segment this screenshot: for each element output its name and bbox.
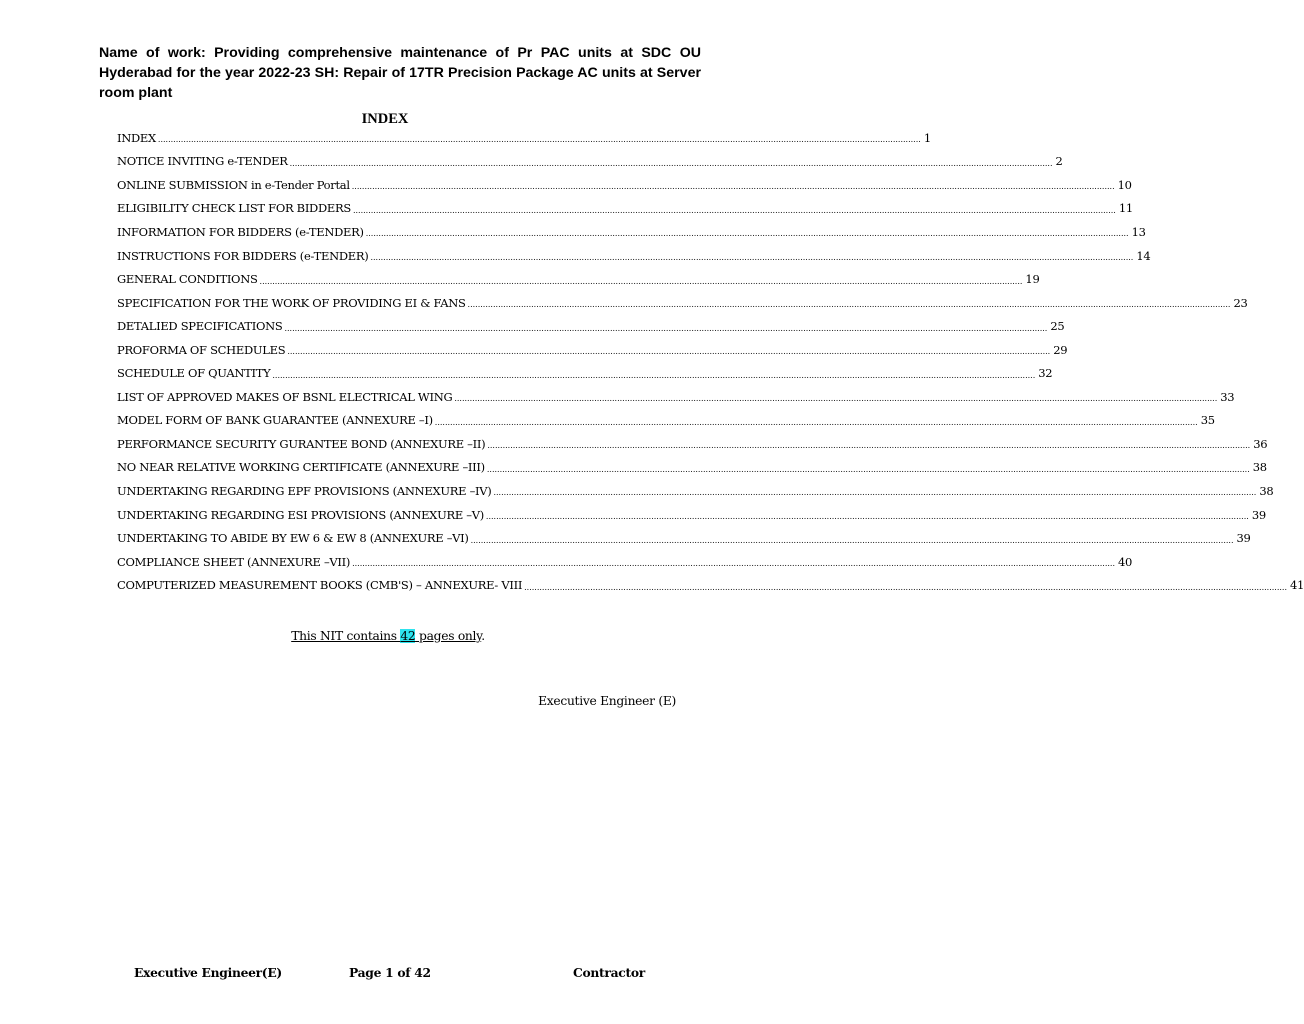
toc-entry-page: 25	[1050, 319, 1065, 334]
toc-entry-page: 10	[1117, 177, 1132, 192]
toc-entry-label: INSTRUCTIONS FOR BIDDERS (e-TENDER)	[117, 248, 369, 263]
toc-entry-label: NO NEAR RELATIVE WORKING CERTIFICATE (ANNEXURE –III)	[117, 460, 485, 475]
toc-dot-leader: ............................................................................................................................................................................................................................................................................................................	[352, 559, 1115, 569]
toc-dot-leader: ............................................................................................................................................................................................................................................................................................................	[351, 182, 1115, 192]
toc-entry[interactable]	[117, 150, 1063, 174]
toc-dot-leader: ............................................................................................................................................................................................................................................................................................................	[524, 582, 1287, 592]
toc-dot-leader: ............................................................................................................................................................................................................................................................................................................	[289, 158, 1053, 168]
toc-entry-page: 29	[1053, 342, 1068, 357]
toc-dot-leader: ............................................................................................................................................................................................................................................................................................................	[272, 370, 1036, 380]
toc-entry-label: NOTICE INVITING e-TENDER	[117, 154, 288, 169]
toc-entry[interactable]	[117, 385, 1235, 409]
toc-entry[interactable]	[117, 173, 1132, 197]
toc-entry[interactable]	[117, 197, 1133, 221]
footer-executive-engineer: Executive Engineer(E)	[134, 965, 282, 980]
toc-entry-label: MODEL FORM OF BANK GUARANTEE (ANNEXURE –I)	[117, 413, 433, 428]
work-title: Name of work: Providing comprehensive maintenance of Pr PAC units at SDC OU Hyderabad for the year 2022-23 SH: Repair of 17TR Precision Package AC units at Server room plant	[99, 45, 701, 101]
table-of-contents	[117, 126, 1304, 597]
toc-dot-leader: ............................................................................................................................................................................................................................................................................................................	[486, 464, 1250, 474]
toc-entry[interactable]	[117, 338, 1068, 362]
nit-page-count: 42	[400, 629, 416, 643]
toc-entry-page: 23	[1233, 295, 1248, 310]
nit-note-prefix: This NIT contains	[291, 629, 401, 643]
toc-entry-label: PROFORMA OF SCHEDULES	[117, 342, 286, 357]
toc-entry-label: PERFORMANCE SECURITY GURANTEE BOND (ANNEXURE –II)	[117, 436, 486, 451]
toc-dot-leader: ............................................................................................................................................................................................................................................................................................................	[284, 323, 1048, 333]
toc-entry-label: INFORMATION FOR BIDDERS (e-TENDER)	[117, 224, 364, 239]
toc-dot-leader: ............................................................................................................................................................................................................................................................................................................	[493, 488, 1257, 498]
toc-entry[interactable]	[117, 526, 1251, 550]
toc-entry-label: ELIGIBILITY CHECK LIST FOR BIDDERS	[117, 201, 351, 216]
toc-entry-label: SPECIFICATION FOR THE WORK OF PROVIDING EI & FANS	[117, 295, 466, 310]
toc-entry-label: INDEX	[117, 130, 156, 145]
toc-dot-leader: ............................................................................................................................................................................................................................................................................................................	[370, 253, 1134, 262]
toc-entry-label: UNDERTAKING REGARDING EPF PROVISIONS (ANNEXURE –IV)	[117, 483, 492, 498]
toc-entry-label: SCHEDULE OF QUANTITY	[117, 366, 271, 381]
toc-entry[interactable]	[117, 267, 1040, 291]
nit-page-count-note	[0, 629, 776, 643]
toc-entry[interactable]	[117, 361, 1053, 385]
toc-entry-page: 2	[1055, 154, 1063, 169]
toc-entry-page: 19	[1025, 272, 1040, 287]
toc-entry[interactable]	[117, 244, 1151, 268]
toc-entry-page: 11	[1118, 201, 1133, 216]
toc-entry-label: GENERAL CONDITIONS	[117, 272, 258, 287]
toc-entry-label: UNDERTAKING TO ABIDE BY EW 6 & EW 8 (ANNEXURE –VI)	[117, 531, 469, 546]
toc-dot-leader: ............................................................................................................................................................................................................................................................................................................	[467, 300, 1231, 310]
executive-engineer-signature: Executive Engineer (E)	[538, 694, 676, 708]
toc-entry-page: 41	[1290, 578, 1304, 593]
toc-entry-label: UNDERTAKING REGARDING ESI PROVISIONS (ANNEXURE –V)	[117, 507, 484, 522]
toc-entry-page: 13	[1131, 224, 1146, 239]
toc-dot-leader: ............................................................................................................................................................................................................................................................................................................	[454, 394, 1218, 404]
toc-entry[interactable]	[117, 126, 931, 150]
index-heading: INDEX	[361, 111, 409, 127]
toc-entry[interactable]	[117, 503, 1266, 527]
toc-entry-page: 36	[1253, 436, 1268, 451]
toc-entry-label: LIST OF APPROVED MAKES OF BSNL ELECTRICAL WING	[117, 389, 453, 404]
toc-dot-leader: ............................................................................................................................................................................................................................................................................................................	[287, 347, 1051, 357]
nit-note-end: .	[481, 629, 485, 643]
toc-entry-page: 38	[1252, 460, 1267, 475]
toc-entry-page: 32	[1038, 366, 1053, 381]
toc-entry-page: 40	[1117, 554, 1133, 569]
toc-entry-label: COMPLIANCE SHEET (ANNEXURE –VII)	[117, 554, 351, 569]
toc-entry[interactable]	[117, 573, 1304, 597]
toc-entry-label: ONLINE SUBMISSION in e-Tender Portal	[117, 177, 350, 192]
toc-dot-leader: ............................................................................................................................................................................................................................................................................................................	[487, 441, 1251, 451]
toc-entry-page: 35	[1200, 413, 1215, 428]
toc-entry[interactable]	[117, 291, 1248, 315]
toc-entry[interactable]	[117, 432, 1268, 456]
toc-entry-page: 1	[923, 130, 931, 145]
toc-entry-page: 39	[1236, 531, 1251, 546]
toc-entry-label: COMPUTERIZED MEASUREMENT BOOKS (CMB'S) – ANNEXURE- VIII	[117, 578, 523, 593]
toc-dot-leader: ............................................................................................................................................................................................................................................................................................................	[365, 229, 1129, 239]
toc-entry-page: 38	[1259, 483, 1274, 498]
toc-entry[interactable]	[117, 314, 1065, 338]
toc-dot-leader: ............................................................................................................................................................................................................................................................................................................	[352, 205, 1116, 215]
toc-dot-leader: ............................................................................................................................................................................................................................................................................................................	[485, 512, 1249, 522]
toc-entry-page: 14	[1136, 248, 1151, 263]
toc-entry-page: 39	[1251, 507, 1266, 522]
toc-dot-leader: ............................................................................................................................................................................................................................................................................................................	[470, 535, 1234, 545]
toc-entry[interactable]	[117, 456, 1267, 480]
toc-dot-leader: ............................................................................................................................................................................................................................................................................................................	[259, 276, 1023, 286]
toc-entry[interactable]	[117, 479, 1274, 503]
toc-entry[interactable]	[117, 409, 1215, 433]
footer-contractor: Contractor	[573, 965, 645, 980]
toc-entry[interactable]	[117, 550, 1133, 574]
toc-entry-page: 33	[1220, 389, 1235, 404]
toc-entry[interactable]	[117, 220, 1146, 244]
toc-dot-leader: ............................................................................................................................................................................................................................................................................................................	[434, 417, 1198, 427]
footer-page-number: Page 1 of 42	[349, 965, 431, 980]
toc-entry-label: DETALIED SPECIFICATIONS	[117, 319, 283, 334]
toc-dot-leader: ............................................................................................................................................................................................................................................................................................................	[157, 135, 921, 145]
nit-note-suffix: pages only	[415, 629, 482, 643]
